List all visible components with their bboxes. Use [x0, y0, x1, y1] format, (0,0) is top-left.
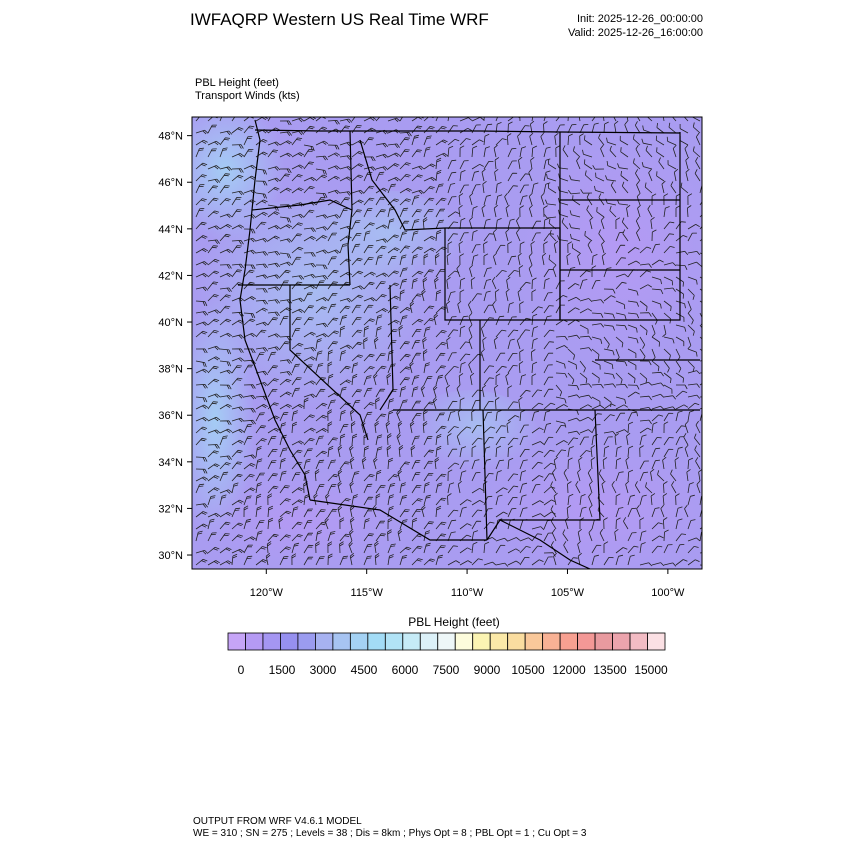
colorbar-label: 1500: [268, 663, 296, 677]
colorbar-bin: [630, 633, 647, 650]
lon-label: 115°W: [350, 587, 383, 599]
colorbar-bin: [228, 633, 245, 650]
lat-label: 34°N: [158, 456, 183, 469]
colorbar-label: 0: [237, 663, 245, 677]
lat-label: 38°N: [158, 363, 183, 376]
colorbar-bin: [455, 633, 472, 650]
lon-label: 120°W: [249, 587, 283, 599]
colorbar-label: 6000: [391, 663, 419, 677]
colorbar-bin: [508, 633, 525, 650]
pbl-field-region: [165, 100, 285, 240]
colorbar: [228, 615, 668, 677]
pbl-field-region: [510, 130, 730, 370]
footer-model: OUTPUT FROM WRF V4.6.1 MODEL: [193, 816, 362, 827]
colorbar-label: 13500: [593, 663, 627, 677]
colorbar-bin: [560, 633, 577, 650]
lon-label: 100°W: [651, 587, 685, 599]
colorbar-label: 4500: [350, 663, 378, 677]
colorbar-label: 15000: [634, 663, 668, 677]
colorbar-bin: [578, 633, 595, 650]
colorbar-bin: [368, 633, 385, 650]
field-label-winds: Transport Winds (kts): [195, 90, 300, 102]
colorbar-bin: [403, 633, 420, 650]
colorbar-label: 7500: [432, 663, 460, 677]
colorbar-label: 12000: [552, 663, 586, 677]
colorbar-bin: [280, 633, 297, 650]
colorbar-bin: [315, 633, 332, 650]
colorbar-bin: [525, 633, 542, 650]
colorbar-title: PBL Height (feet): [408, 615, 500, 629]
colorbar-bin: [648, 633, 665, 650]
colorbar-bin: [263, 633, 280, 650]
colorbar-bin: [613, 633, 630, 650]
lon-label: 110°W: [450, 587, 484, 599]
lat-label: 48°N: [158, 130, 183, 143]
colorbar-bin: [438, 633, 455, 650]
colorbar-bin: [245, 633, 262, 650]
colorbar-bin: [298, 633, 315, 650]
colorbar-bin: [333, 633, 350, 650]
colorbar-label: 9000: [473, 663, 501, 677]
colorbar-bin: [420, 633, 437, 650]
colorbar-label: 3000: [309, 663, 337, 677]
pbl-field-region: [200, 470, 400, 570]
colorbar-bin: [473, 633, 490, 650]
lat-label: 42°N: [158, 270, 183, 283]
pbl-field-region: [290, 190, 470, 310]
colorbar-bin: [490, 633, 507, 650]
lat-label: 44°N: [158, 223, 183, 236]
field-label-pbl: PBL Height (feet): [195, 77, 279, 89]
colorbar-bin: [595, 633, 612, 650]
map-title: IWFAQRP Western US Real Time WRF: [190, 10, 489, 29]
lat-label: 30°N: [158, 550, 183, 563]
colorbar-label: 10500: [511, 663, 545, 677]
lat-label: 46°N: [158, 177, 183, 190]
lon-label: 105°W: [550, 587, 585, 599]
init-time: Init: 2025-12-26_00:00:00: [577, 13, 703, 25]
lat-label: 36°N: [158, 410, 183, 423]
colorbar-bin: [543, 633, 560, 650]
footer-config: WE = 310 ; SN = 275 ; Levels = 38 ; Dis = 8km ; Phys Opt = 8 ; PBL Opt = 1 ; Cu Opt = 3: [193, 828, 587, 839]
colorbar-bin: [350, 633, 367, 650]
map-area: [165, 100, 730, 580]
lat-label: 32°N: [158, 503, 183, 516]
colorbar-bin: [385, 633, 402, 650]
lat-label: 40°N: [158, 317, 183, 330]
valid-time: Valid: 2025-12-26_16:00:00: [568, 27, 703, 39]
